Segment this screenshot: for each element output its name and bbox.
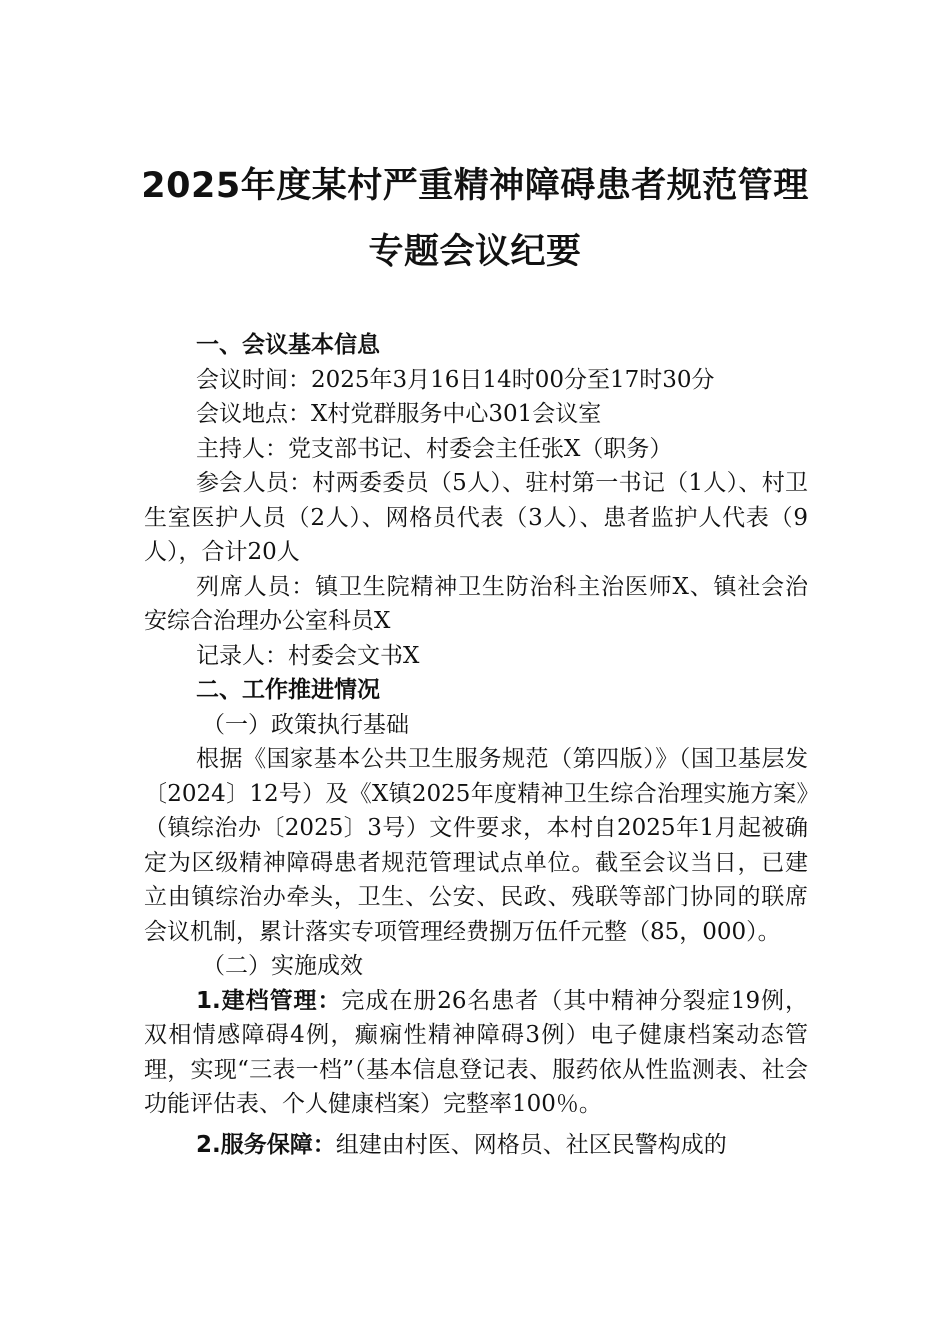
policy-paragraph: 根据《国家基本公共卫生服务规范（第四版）》（国卫基层发〔2024〕12号）及《X镇2025年度精神卫生综合治理实施方案》（镇综治办〔2025〕3号）文件要求，本村自2025年1月起被确定为区级精神障碍患者规范管理试点单位。截至会议当日，已建立由镇综治办牵头，卫生、公安、民政、残联等部门协同的联席会议机制，累计落实专项管理经费捌万伍仟元整（85，000）。: [144, 746, 808, 945]
section-heading-progress: 二、工作推进情况: [196, 677, 380, 703]
item-archive-management: [144, 984, 808, 1122]
item-archive-text: 完成在册26名患者（其中精神分裂症19例，双相情感障碍4例，癫痫性精神障碍3例）电子健康档案动态管理，实现“三表一档”（基本信息登记表、服药依从性监测表、社会功能评估表、个人健康档案）完整率100％。: [144, 987, 808, 1117]
meeting-place: 会议地点：X村党群服务中心301会议室: [196, 401, 602, 427]
subsection-heading-policy: （一）政策执行基础: [202, 711, 409, 738]
item-service-label: 2.服务保障：: [196, 1131, 336, 1158]
document-title-line2: 专题会议纪要: [368, 232, 582, 272]
document-title-line1: 2025年度某村严重精神障碍患者规范管理: [141, 166, 809, 206]
meeting-attendees: 参会人员：村两委委员（5人）、驻村第一书记（1人）、村卫生室医护人员（2人）、网格员代表（3人）、患者监护人代表（9人），合计20人: [144, 470, 808, 565]
item-service-text: 组建由村医、网格员、社区民警构成的: [335, 1131, 727, 1158]
meeting-recorder: 记录人：村委会文书X: [196, 642, 420, 669]
item-archive-label: 1.建档管理：: [196, 987, 342, 1014]
subsection-heading-results: （二）实施成效: [202, 953, 363, 979]
section-heading-basic-info: 一、会议基本信息: [196, 332, 380, 358]
meeting-observers: 列席人员：镇卫生院精神卫生防治科主治医师X、镇社会治安综合治理办公室科员X: [144, 573, 808, 634]
item-service-guarantee: [144, 1128, 808, 1163]
document-body: [144, 326, 808, 1162]
meeting-host: 主持人：党支部书记、村委会主任张X（职务）: [196, 435, 673, 462]
meeting-time: 会议时间：2025年3月16日14时00分至17时30分: [196, 366, 715, 393]
